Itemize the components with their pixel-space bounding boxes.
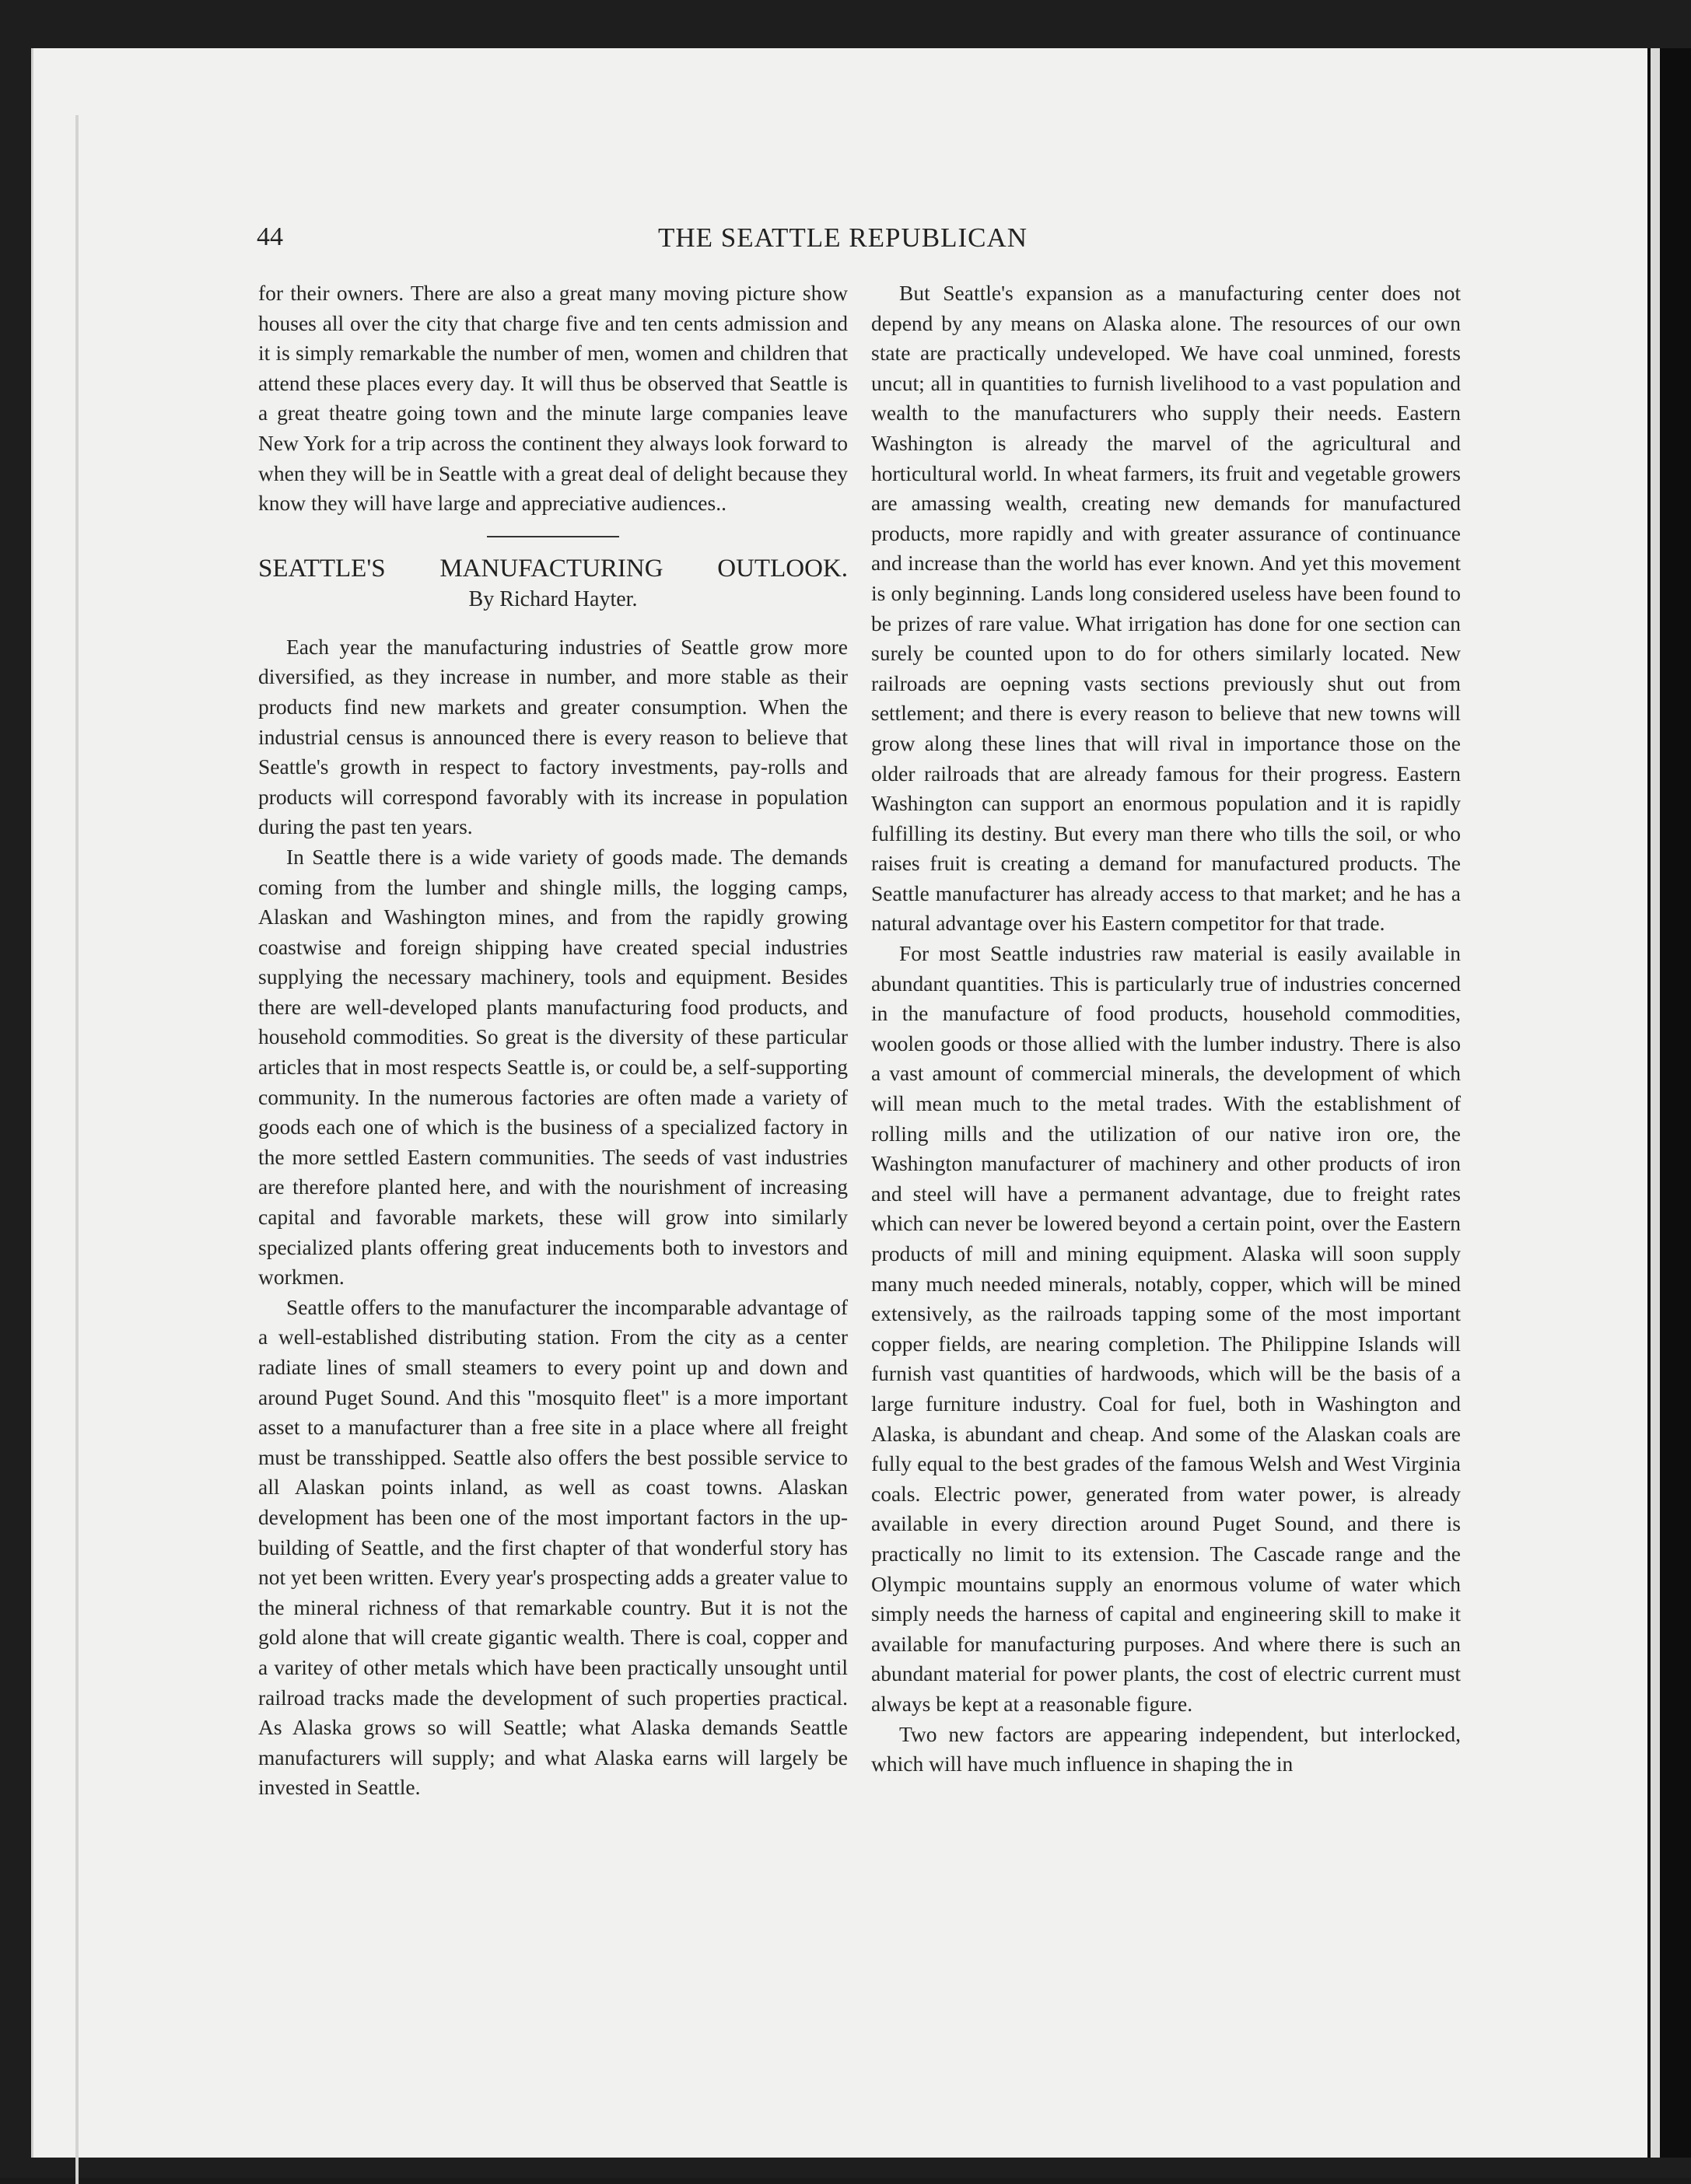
page-number: 44 xyxy=(257,222,283,251)
article-title: SEATTLE'S MANUFACTURING OUTLOOK. xyxy=(258,554,848,583)
section-divider xyxy=(487,536,619,537)
article-paragraph: Seattle offers to the manufacturer the incomparable advantage of a well-established distributing station. From the city as a center radiate lines of small steamers to every point up and down and around Puget Sound. And this "mosquito fleet" is a more important asset to a manufacturer than a free site in a place where all freight must be transshipped. Seattle also offers the best possible service to all Alaskan points inland, as well as coast towns. Alaskan development has been one of the most important factors in the up-building of Seattle, and the first chapter of that wonderful story has not yet been written. Every year's prospecting adds a greater value to the mineral richness of that remarkable country. But it is not the gold alone that will create gigantic wealth. There is coal, copper and a varitey of other metals which have been practically unsought until railroad tracks made the development of such properties practical. As Alaska grows so will Seattle; what Alaska demands Seattle manufacturers will supply; and what Alaska earns will largely be invested in Seattle. xyxy=(258,1294,848,1800)
right-column xyxy=(871,278,1461,1780)
article-paragraph: Two new factors are appearing independent, but interlocked, which will have much influence in shaping the in xyxy=(871,1721,1461,1776)
running-head: THE SEATTLE REPUBLICAN xyxy=(658,222,1028,253)
article-paragraph: In Seattle there is a wide variety of goods made. The demands coming from the lumber and shingle mills, the logging camps, Alaskan and Washington mines, and from the rapidly growing coastwise and foreign shipping have created special industries supplying the necessary machinery, tools and equipment. Besides there are well-developed plants manufacturing food products, and household commodities. So great is the diversity of these particular articles that in most respects Seattle is, or could be, a self-supporting community. In the numerous factories are often made a variety of goods each one of which is the business of a specialized factory in the more settled Eastern communities. The seeds of vast industries are therefore planted here, and with the nourishment of increasing capital and favorable markets, these will grow into similarly specialized plants offering great inducements both to investors and workmen. xyxy=(258,844,848,1290)
page-fold-line xyxy=(75,115,79,2184)
continued-paragraph: for their owners. There are also a great many moving picture show houses all over the city that charge five and ten cents admission and it is simply remarkable the number of men, women and children that attend these places every day. It will thus be observed that Seattle is a great theatre going town and the minute large companies leave New York for a trip across the continent they always look forward to when they will be in Seattle with a great deal of delight because they know they will have large and appreciative audiences.. xyxy=(258,281,848,516)
next-page-strip xyxy=(1651,48,1660,2158)
next-page-edge xyxy=(1647,48,1691,2158)
article-paragraph: But Seattle's expansion as a manufacturing center does not depend by any means on Alaska alone. The resources of our own state are practically undeveloped. We have coal unmined, forests uncut; all in quantities to furnish livelihood to a vast population and wealth to the manufacturers who supply their needs. Eastern Washington is already the marvel of the agricultural and horticultural world. In wheat farmers, its fruit and vegetable growers are amassing wealth, creating new demands for manufactured products, more rapidly and with greater assurance of continuance and increase than the world has ever known. And yet this movement is only beginning. Lands long considered useless have been found to be prizes of rare value. What irrigation has done for one section can surely be counted upon to do for others similarly located. New railroads are oepning vasts sections previously shut out from settlement; and there is every reason to believe that new towns will grow along these lines that will rival in importance those on the older railroads that are already famous for their progress. Eastern Washington can support an enormous population and it is rapidly fulfilling its destiny. But every man there who tills the soil, or who raises fruit is creating a demand for manufactured products. The Seattle manufacturer has already access to that market; and he has a natural advantage over his Eastern competitor for that trade. xyxy=(871,281,1461,936)
article-byline: By Richard Hayter. xyxy=(468,586,638,611)
article-paragraph: Each year the manufacturing industries of Seattle grow more diversified, as they increase in number, and more stable as their products find new markets and greater consumption. When the industrial census is announced there is every reason to believe that Seattle's growth in respect to factory investments, pay-rolls and products will correspond favorably with its increase in population during the past ten years. xyxy=(258,634,848,839)
left-column xyxy=(258,278,848,1803)
article-paragraph: For most Seattle industries raw material is easily available in abundant quantities. This is particularly true of industries concerned in the manufacture of food products, household commodities, woolen goods or those allied with the lumber industry. There is also a vast amount of commercial minerals, the development of which will mean much to the metal trades. With the establishment of rolling mills and the utilization of our native iron ore, the Washington manufacturer of machinery and other products of iron and steel will have a permanent advantage, due to freight rates which can never be lowered beyond a certain point, over the Eastern products of mill and mining equipment. Alaska will soon supply many much needed minerals, notably, copper, which will be mined extensively, as the railroads tapping some of the most important copper fields, are nearing completion. The Philippine Islands will furnish vast quantities of hardwoods, which will be the basis of a large furniture industry. Coal for fuel, both in Washington and Alaska, is abundant and cheap. And some of the Alaskan coals are fully equal to the best grades of the famous Welsh and West Virginia coals. Electric power, generated from water power, is already available in every direction around Puget Sound, and there is practically no limit to its extension. The Cascade range and the Olympic mountains supply an enormous volume of water which simply needs the harness of capital and engineering skill to make it available for manufacturing purposes. And where there is such an abundant material for power plants, the cost of electric current must always be kept at a reasonable figure. xyxy=(871,941,1461,1716)
